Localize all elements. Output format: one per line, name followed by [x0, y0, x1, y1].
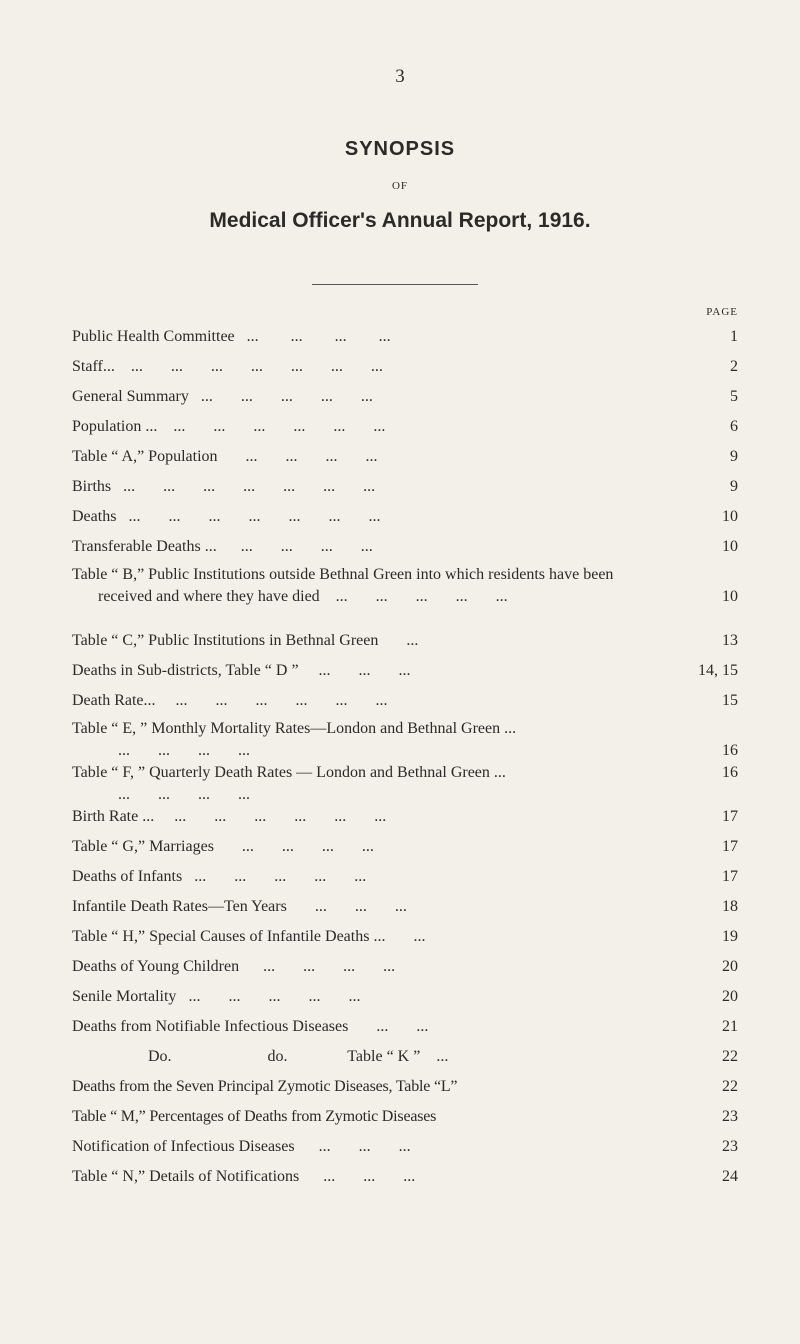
toc-entry	[72, 956, 738, 978]
toc-entry	[72, 926, 738, 948]
toc-entry-text	[72, 866, 738, 888]
toc-entry	[72, 564, 738, 608]
page-column-header: PAGE	[706, 306, 738, 318]
toc-entry-page: 13	[722, 632, 738, 649]
toc-entry-text	[72, 506, 738, 528]
toc-entry-title: Deaths in Sub-districts, Table “ D ”	[72, 662, 299, 679]
toc-entry-title: Deaths from the Seven Principal Zymotic Diseases, Table “L”	[72, 1078, 458, 1095]
toc-entry-title: Table “ H,” Special Causes of Infantile Deaths ...	[72, 928, 386, 945]
toc-entry	[72, 762, 738, 806]
toc-entry-page: 21	[722, 1018, 738, 1035]
toc-entry	[72, 1106, 738, 1128]
toc-entry-title: Table “ F, ” Quarterly Death Rates — London and Bethnal Green ...	[72, 764, 506, 781]
toc-entry-page: 16	[722, 742, 738, 759]
toc-entry-text	[72, 762, 738, 806]
toc-entry-title: Table “ M,” Percentages of Deaths from Zymotic Diseases	[72, 1108, 437, 1125]
toc-entry	[72, 660, 738, 682]
toc-entry-leader: ... ... ...	[294, 1138, 411, 1155]
toc-entry-leader: ...	[420, 1048, 449, 1065]
toc-entry	[72, 1016, 738, 1038]
toc-entry-text	[72, 1166, 738, 1188]
toc-entry-page: 16	[722, 764, 738, 781]
toc-entry-title: Deaths of Infants	[72, 868, 183, 885]
toc-entry-leader: ... ... ... ... ... ...	[155, 692, 388, 709]
toc-entry	[72, 896, 738, 918]
toc-entry-text	[72, 718, 738, 762]
toc-entry-leader: ... ... ... ...	[216, 538, 373, 555]
toc-entry-text	[72, 926, 738, 948]
toc-entry-page: 9	[730, 448, 738, 465]
toc-entry-text	[72, 416, 738, 438]
page-number: 3	[395, 66, 405, 87]
toc-entry-title: General Summary	[72, 388, 189, 405]
toc-entry-page: 17	[722, 868, 738, 885]
toc-entry-title: Transferable Deaths ...	[72, 538, 217, 555]
report-subtitle: Medical Officer's Annual Report, 1916.	[209, 209, 591, 232]
toc-entry	[72, 1076, 738, 1098]
toc-entry-page: 10	[722, 588, 738, 605]
toc-entry-page: 2	[730, 358, 738, 375]
toc-entry-text	[72, 690, 738, 712]
toc-entry-title: Table “ C,” Public Institutions in Bethnal Green	[72, 632, 379, 649]
toc-entry-title: Births	[72, 478, 112, 495]
toc-entry-title: Table “ E, ” Monthly Mortality Rates—London and Bethnal Green ...	[72, 720, 517, 737]
toc-entry-leader: ... ... ... ... ... ... ...	[111, 478, 376, 495]
toc-entry-leader: ... ... ... ...	[98, 786, 250, 803]
toc-entry	[72, 326, 738, 348]
toc-entry	[72, 386, 738, 408]
toc-entry-leader: ... ... ... ...	[234, 328, 391, 345]
of-label: OF	[391, 180, 409, 192]
toc-entry-text	[72, 446, 738, 468]
toc-entry-text	[72, 660, 738, 682]
toc-entry-text	[72, 956, 738, 978]
toc-entry-leader: ... ... ... ... ... ...	[154, 808, 387, 825]
toc-entry-leader: ... ... ... ... ...	[182, 868, 367, 885]
toc-entry-leader: ... ... ...	[299, 1168, 416, 1185]
toc-entry-page: 22	[722, 1078, 738, 1095]
toc-entry-text	[72, 1136, 738, 1158]
toc-entry-text	[72, 386, 738, 408]
toc-entry-page: 20	[722, 958, 738, 975]
toc-entry-page: 5	[730, 388, 738, 405]
toc-entry	[72, 446, 738, 468]
toc-entry-title: Infantile Death Rates—Ten Years	[72, 898, 287, 915]
toc-entry-text	[72, 536, 738, 558]
toc-entry	[72, 416, 738, 438]
toc-entry-title: Deaths	[72, 508, 117, 525]
toc-entry-title: Death Rate...	[72, 692, 156, 709]
toc-entry-page: 18	[722, 898, 738, 915]
toc-entry-leader: ...	[378, 632, 419, 649]
toc-entry-page: 14, 15	[698, 662, 738, 679]
toc-entry-title: Table “ B,” Public Institutions outside Bethnal Green into which residents have been received and where they have died	[72, 566, 614, 605]
toc-entry-text	[72, 476, 738, 498]
toc-entry-title: Deaths from Notifiable Infectious Diseases	[72, 1018, 349, 1035]
toc-entry	[72, 986, 738, 1008]
toc-entry-title: Deaths of Young Children	[72, 958, 240, 975]
toc-entry-text	[72, 806, 738, 828]
toc-entry	[72, 836, 738, 858]
toc-entry-text	[72, 1016, 738, 1038]
toc-entry-leader: ... ... ...	[298, 662, 411, 679]
synopsis-title: SYNOPSIS	[344, 138, 456, 160]
toc-entry-leader: ... ... ... ...	[239, 958, 396, 975]
toc-entry-page: 17	[722, 808, 738, 825]
toc-entry-text	[72, 1076, 738, 1098]
toc-entry-page: 9	[730, 478, 738, 495]
toc-entry	[72, 866, 738, 888]
toc-entry-title: Notification of Infectious Diseases	[72, 1138, 295, 1155]
toc-entry-title: Table “ G,” Marriages	[72, 838, 214, 855]
toc-entry-text	[72, 986, 738, 1008]
toc-entry-text	[72, 1046, 738, 1068]
toc-entry	[72, 536, 738, 558]
toc-entry-title: Do. do. Table “ K ”	[72, 1048, 421, 1065]
toc-entry-leader: ... ... ... ... ...	[319, 588, 508, 605]
toc-entry-title: Table “ A,” Population	[72, 448, 218, 465]
toc-entry-title: Population ...	[72, 418, 158, 435]
toc-entry-text	[72, 836, 738, 858]
toc-entry-page: 17	[722, 838, 738, 855]
toc-entry-leader: ... ... ...	[286, 898, 407, 915]
toc-entry-title: Staff...	[72, 358, 115, 375]
toc-entry-page: 23	[722, 1138, 738, 1155]
toc-entry-page: 15	[722, 692, 738, 709]
toc-entry	[72, 806, 738, 828]
toc-entry-text	[72, 326, 738, 348]
toc-entry-page: 23	[722, 1108, 738, 1125]
toc-entry-page: 22	[722, 1048, 738, 1065]
toc-entry-page: 10	[722, 538, 738, 555]
toc-entry-text	[72, 356, 738, 378]
toc-entry	[72, 1166, 738, 1188]
divider-rule	[312, 284, 478, 285]
toc-entry-page: 24	[722, 1168, 738, 1185]
toc-entry-leader: ... ... ... ...	[98, 742, 250, 759]
toc-entry	[72, 506, 738, 528]
toc-entry-page: 10	[722, 508, 738, 525]
toc-entry-leader: ... ... ... ...	[213, 838, 374, 855]
toc-entry	[72, 690, 738, 712]
toc-entry-leader: ...	[385, 928, 426, 945]
toc-entry-page: 6	[730, 418, 738, 435]
toc-entry	[72, 476, 738, 498]
toc-entry-title: Birth Rate ...	[72, 808, 155, 825]
toc-entry-text	[72, 1106, 738, 1128]
toc-entry-title: Table “ N,” Details of Notifications	[72, 1168, 300, 1185]
toc-entry-leader: ... ... ... ... ... ... ...	[114, 358, 383, 375]
toc-entry-text	[72, 896, 738, 918]
toc-entry-leader: ... ... ... ... ...	[188, 388, 373, 405]
toc-entry-page: 20	[722, 988, 738, 1005]
toc-entry-text	[72, 564, 738, 608]
toc-entry	[72, 356, 738, 378]
toc-entry-leader: ... ... ... ... ... ... ...	[116, 508, 381, 525]
toc-entry-page: 1	[730, 328, 738, 345]
toc-entry-leader: ... ... ... ... ...	[176, 988, 361, 1005]
toc-entry	[72, 1046, 738, 1068]
toc-entry-title: Senile Mortality	[72, 988, 177, 1005]
toc-entry-leader: ... ...	[348, 1018, 429, 1035]
toc-entry-text	[72, 630, 738, 652]
toc-entry	[72, 1136, 738, 1158]
toc-entry-page: 19	[722, 928, 738, 945]
toc-entry-leader: ... ... ... ... ... ...	[157, 418, 386, 435]
toc-entry-title: Public Health Committee	[72, 328, 235, 345]
toc-entry	[72, 630, 738, 652]
toc-entry	[72, 718, 738, 762]
toc-entry-leader: ... ... ... ...	[217, 448, 378, 465]
